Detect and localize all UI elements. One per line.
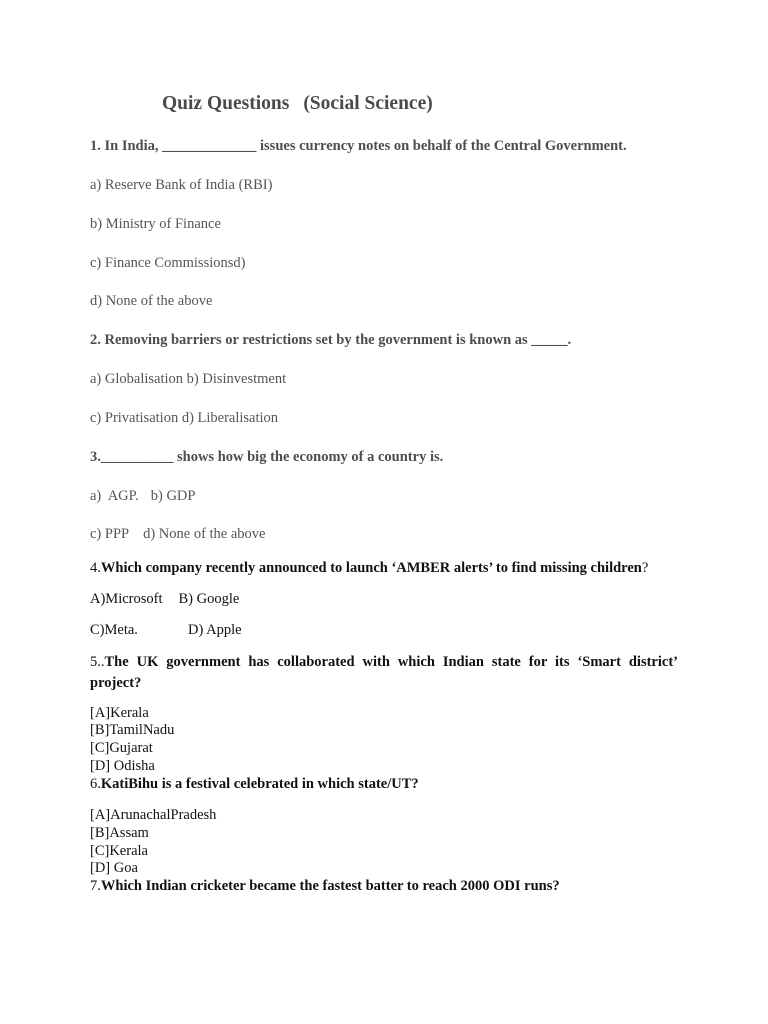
q4-option-a: A)Microsoft [90, 591, 163, 607]
q3-option-b: b) GDP [150, 488, 196, 504]
q5-text: The UK government has collaborated with which Indian state for its ‘Smart district’ project? [90, 654, 678, 691]
q5-option-a: [A]Kerala [90, 705, 149, 721]
q6-option-c: [C]Kerala [90, 843, 148, 859]
q6-text: KatiBihu is a festival celebrated in which state/UT? [100, 776, 419, 792]
q4-options-cd [90, 622, 242, 639]
q3-options-cd [90, 526, 266, 543]
q6-number: 6. [90, 776, 101, 792]
q6-option-a: [A]ArunachalPradesh [90, 807, 217, 823]
q5-option-b: [B]TamilNadu [90, 722, 175, 738]
question-2: 2. Removing barriers or restrictions set by the government is known as _____. [90, 332, 572, 348]
q2-options-ab: a) Globalisation b) Disinvestment [90, 371, 287, 387]
title-main: Quiz Questions [162, 93, 290, 114]
q1-option-d: d) None of the above [90, 293, 213, 309]
question-1: 1. In India, _____________ issues currency notes on behalf of the Central Government. [90, 138, 627, 154]
q1-option-c: c) Finance Commissionsd) [90, 255, 246, 271]
q4-option-c: C)Meta. [90, 622, 138, 638]
question-7 [90, 878, 560, 895]
q4-number: 4. [90, 560, 101, 576]
q4-option-b: B) Google [178, 591, 240, 607]
q3-option-a: a) AGP. [90, 488, 139, 504]
page-title [162, 93, 433, 115]
q4-text: Which company recently announced to launch ‘AMBER alerts’ to find missing children [100, 560, 642, 576]
question-4 [90, 560, 648, 577]
q5-option-d: [D] Odisha [90, 758, 155, 774]
q6-option-d: [D] Goa [90, 860, 138, 876]
question-6 [90, 776, 419, 793]
q7-text: Which Indian cricketer became the fastest batter to reach 2000 ODI runs? [100, 878, 560, 894]
q4-option-d: D) Apple [188, 622, 242, 638]
q7-number: 7. [90, 878, 101, 894]
q3-option-c: c) PPP [90, 526, 130, 542]
q4-qmark: ? [641, 560, 649, 576]
q2-options-cd: c) Privatisation d) Liberalisation [90, 410, 279, 426]
title-subject: (Social Science) [303, 93, 433, 114]
q3-options-ab [90, 488, 195, 505]
q4-options-ab [90, 591, 239, 608]
question-3: 3.__________ shows how big the economy of a country is. [90, 449, 444, 465]
q3-option-d: d) None of the above [143, 526, 266, 542]
q1-option-b: b) Ministry of Finance [90, 216, 221, 232]
q1-option-a: a) Reserve Bank of India (RBI) [90, 177, 273, 193]
question-5 [90, 652, 678, 694]
q5-number: 5.. [90, 654, 105, 670]
q5-option-c: [C]Gujarat [90, 740, 153, 756]
q6-option-b: [B]Assam [90, 825, 149, 841]
